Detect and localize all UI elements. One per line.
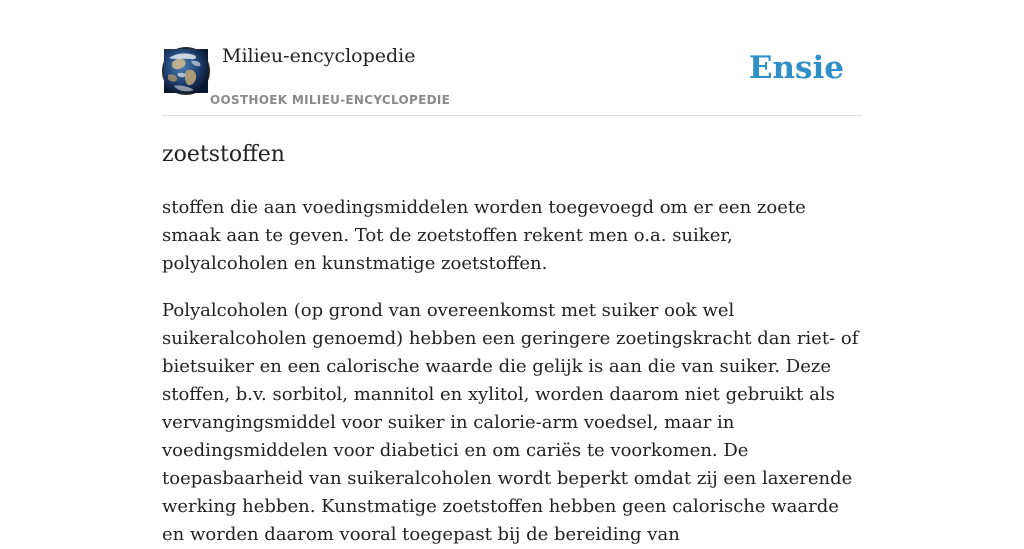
entry-paragraph: stoffen die aan voedingsmiddelen worden toegevoegd om er een zoete smaak aan te geven. Tot de zoetstoffen rekent men o.a. suiker, polyalcoholen en kunstmatige zoetstoffen.	[162, 197, 806, 274]
earth-globe-graphic	[164, 49, 208, 93]
site-header	[162, 0, 862, 116]
site-subtitle: OOSTHOEK MILIEU-ENCYCLOPEDIE	[210, 93, 451, 107]
earth-globe-icon[interactable]	[162, 47, 210, 95]
entry-content	[162, 140, 862, 549]
entry-title: zoetstoffen	[162, 142, 285, 167]
site-title-link[interactable]: Milieu-encyclopedie	[222, 45, 416, 67]
brand-logo-link[interactable]: Ensie	[748, 50, 844, 86]
entry-paragraph: Polyalcoholen (op grond van overeenkomst met suiker ook wel suikeralcoholen genoemd) hebben een geringere zoetingskracht dan riet- of bietsuiker en een calorische waarde die gelijk is aan die van suiker. Deze stoffen, b.v. sorbitol, mannitol en xylitol, worden daarom niet gebruikt als vervangingsmiddel voor suiker in calorie-arm voedsel, maar in voedingsmiddelen voor diabetici en om cariës te voorkomen. De toepasbaarheid van suikeralcoholen wordt beperkt omdat zij een laxerende werking hebben. Kunstmatige zoetstoffen hebben geen calorische waarde en worden daarom vooral toegepast bij de bereiding van	[162, 300, 859, 545]
